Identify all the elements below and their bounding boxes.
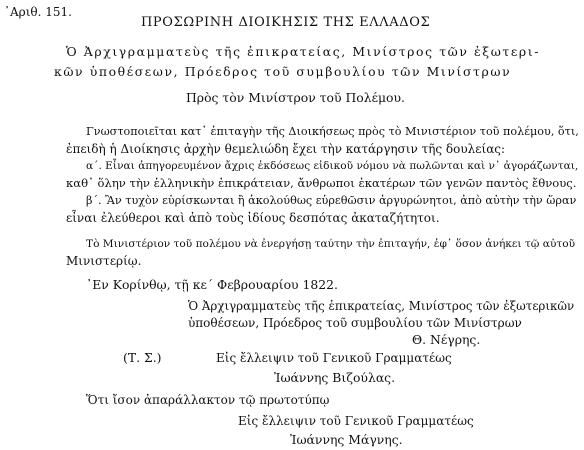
signature-line-1: Ὁ Ἀρχιγραμματεὺς τῆς ἐπικρατείας, Μινίστρος τῶν ἐξωτερικῶν: [188, 299, 575, 313]
secretary-title-2: Εἰς ἔλλειψιν τοῦ Γενικοῦ Γραμματέως: [238, 414, 474, 428]
signature-line-2: ὑποθέσεων, Πρόεδρος τοῦ συμβουλίου τῶν Μινίστρων: [188, 316, 522, 330]
body-line-2: ἐπειδὴ ἡ Διοίκησις ἀρχὴν θεμελιώδη ἔχει τὴν κατάργησιν τῆς δουλείας:: [66, 142, 506, 156]
body-line-7: Τὸ Μινιστέριον τοῦ πολέμου νὰ ἐνεργήσῃ ταύτην τὴν ἐπιταγήν, ἐφ᾿ ὅσον ἀνήκει τῷ αὐτοῦ: [86, 238, 576, 250]
body-line-4: καθ᾿ ὅλην τὴν ἑλληνικὴν ἐπικράτειαν, ἄνθρωποι ἑκατέρων τῶν γενῶν παντὸς ἔθνους.: [66, 176, 577, 190]
secretary-name-1: Ἰωάννης Βιζούλας.: [274, 370, 396, 385]
seal-mark: (Τ. Σ.): [123, 350, 162, 365]
body-line-5: β΄. Ἂν τυχὸν εὑρίσκωνται ἢ ἀκολούθως εὑρεθῶσιν ἀργυρώνητοι, ἀπὸ αὐτὴν τὴν ὥραν: [86, 194, 577, 207]
secretary-name-2: Ἰωάννης Μάγνης.: [290, 432, 403, 447]
body-line-1: Γνωστοποιεῖται κατ᾿ ἐπιταγὴν τῆς Διοικήσεως πρὸς τὸ Μινιστέριον τοῦ πολέμου, ὅτι,: [86, 125, 579, 138]
secretary-title-1: Εἰς ἔλλειψιν τοῦ Γενικοῦ Γραμματέως: [216, 351, 452, 365]
document-number: ᾿Αριθ. 151.: [4, 5, 72, 19]
addressee: Πρὸς τὸν Μινίστρον τοῦ Πολέμου.: [186, 90, 405, 105]
body-line-8: Μινιστερίῳ.: [66, 254, 142, 268]
certification-line: Ὅτι ἴσον ἀπαράλλακτον τῷ πρωτοτύπῳ: [86, 393, 330, 407]
body-line-3: α΄. Εἶναι ἀπηγορευμένον ἄχρις ἐκδόσεως εἰδικοῦ νόμου νὰ πωλῶνται καὶ ν᾿ ἀγοράζωνται,: [86, 160, 579, 172]
place-date: ᾿Εν Κορίνθῳ, τῇ κε΄ Φεβρουαρίου 1822.: [86, 277, 338, 292]
body-line-6: εἶναι ἐλεύθεροι καὶ ἀπὸ τοὺς ἰδίους δεσπότας ἀκαταζήτητοι.: [66, 211, 440, 225]
document-heading: ΠΡΟΣΩΡΙΝΗ ΔΙΟΙΚΗΣΙΣ ΤΗΣ ΕΛΛΑΔΟΣ: [141, 15, 431, 30]
issuer-line-1: Ὁ Ἀρχιγραμματεὺς τῆς ἐπικρατείας, Μινίστρος τῶν ἐξωτερι-: [66, 44, 540, 59]
issuer-line-2: κῶν ὑποθέσεων, Πρόεδρος τοῦ συμβουλίου τῶν Μινίστρων: [54, 64, 512, 79]
signatory-name: Θ. Νέγρης.: [412, 332, 481, 347]
